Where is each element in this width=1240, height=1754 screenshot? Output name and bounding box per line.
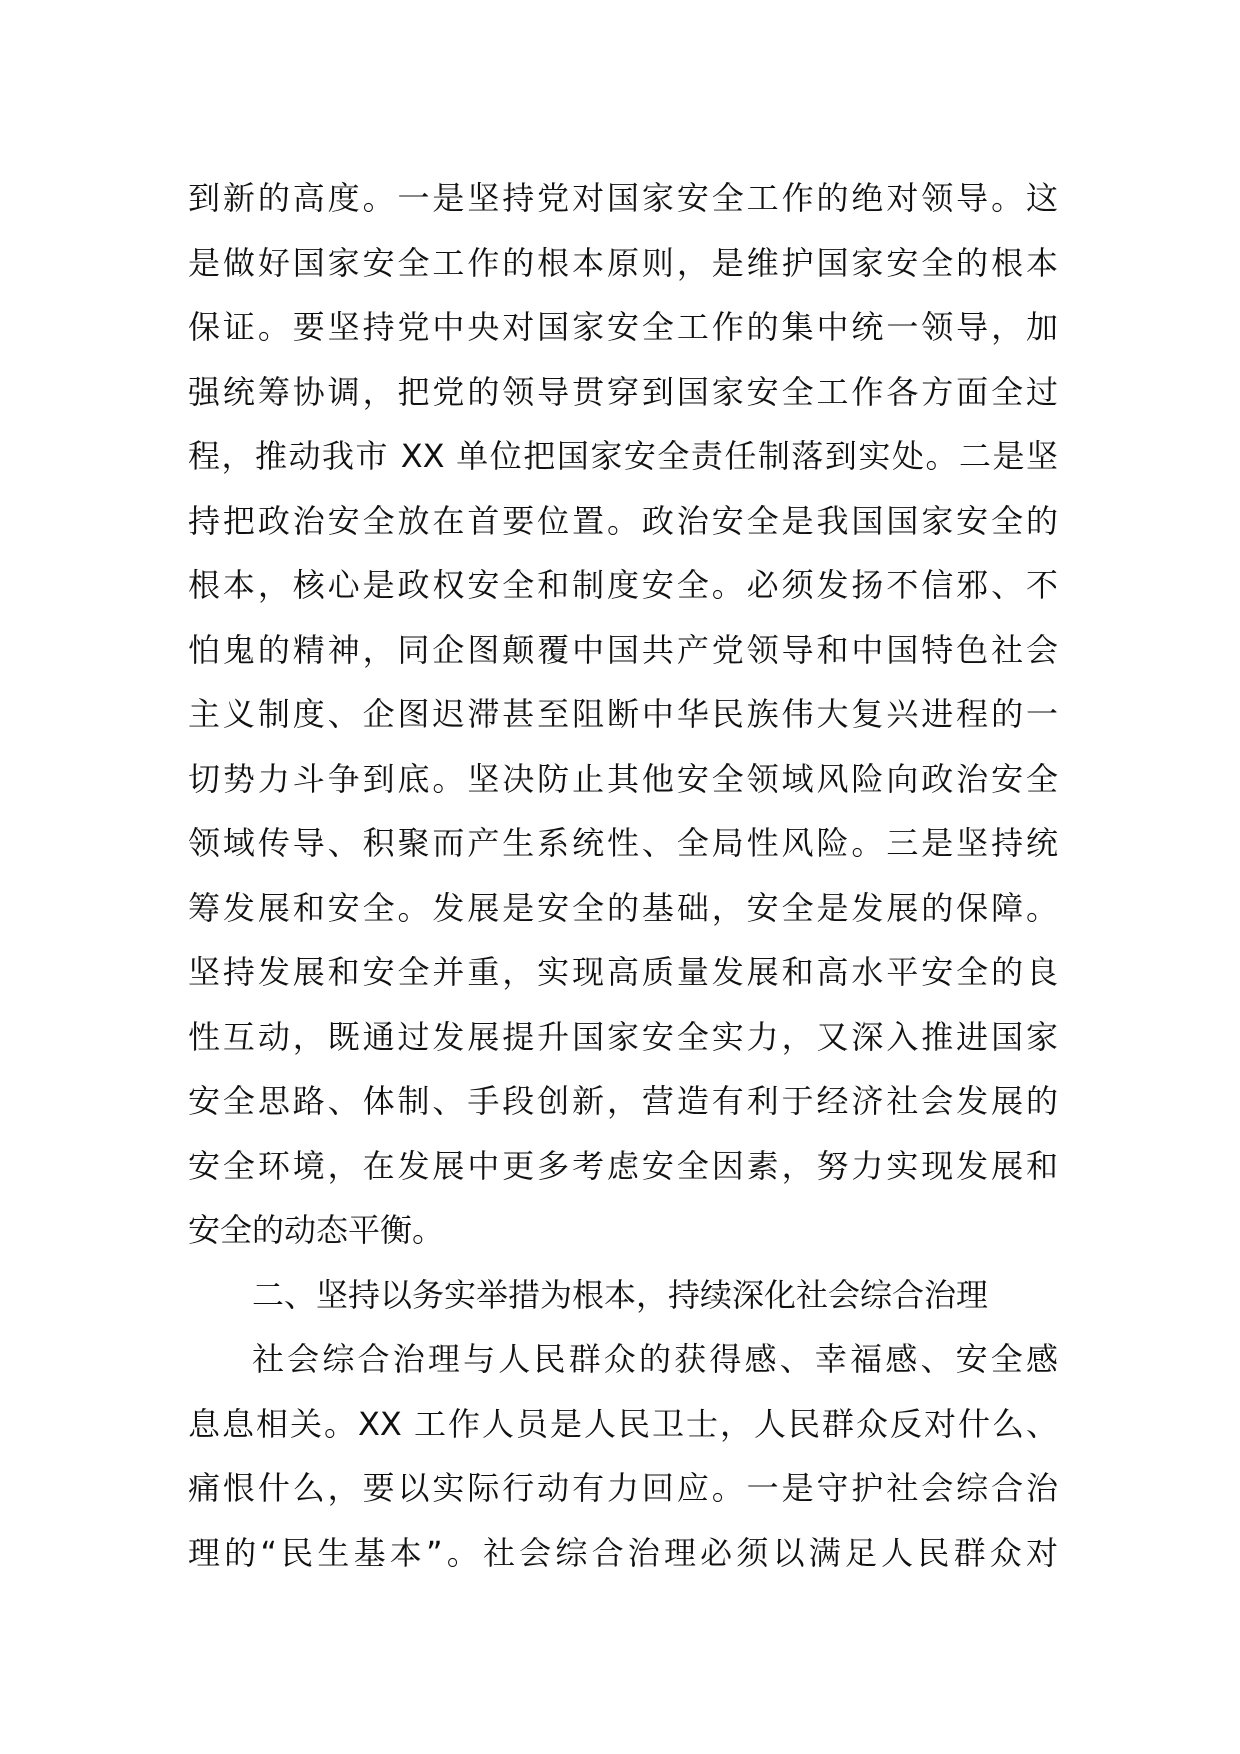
text-line: 筹发展和安全。发展是安全的基础，安全是发展的保障。 — [188, 888, 1058, 927]
section-heading: 二、坚持以务实举措为根本，持续深化社会综合治理 — [252, 1275, 989, 1314]
text-line: 持把政治安全放在首要位置。政治安全是我国国家安全的 — [188, 501, 1058, 540]
text-line: 保证。要坚持党中央对国家安全工作的集中统一领导，加 — [188, 308, 1058, 346]
text-line: 领域传导、积聚而产生系统性、全局性风险。三是坚持统 — [188, 824, 1058, 862]
text-line: 怕鬼的精神，同企图颠覆中国共产党领导和中国特色社会 — [188, 630, 1058, 669]
text-line: 主义制度、企图迟滞甚至阻断中华民族伟大复兴进程的一 — [188, 695, 1058, 733]
text-line: 安全的动态平衡。 — [188, 1211, 445, 1249]
text-line: 安全思路、体制、手段创新，营造有利于经济社会发展的 — [188, 1082, 1058, 1120]
text-line: 社会综合治理与人民群众的获得感、幸福感、安全感 — [252, 1340, 1058, 1378]
text-line: 切势力斗争到底。坚决防止其他安全领域风险向政治安全 — [188, 759, 1058, 798]
text-line: 坚持发展和安全并重，实现高质量发展和高水平安全的良 — [188, 953, 1058, 991]
text-line: 痛恨什么，要以实际行动有力回应。一是守护社会综合治 — [188, 1469, 1058, 1507]
text-line: 强统筹协调，把党的领导贯穿到国家安全工作各方面全过 — [188, 372, 1058, 411]
text-line: 安全环境，在发展中更多考虑安全因素，努力实现发展和 — [188, 1146, 1058, 1185]
body-text — [188, 166, 1058, 1585]
text-line: 到新的高度。一是坚持党对国家安全工作的绝对领导。这 — [188, 179, 1058, 217]
text-line: 息息相关。XX 工作人员是人民卫士，人民群众反对什么、 — [188, 1404, 1058, 1443]
text-line: 程，推动我市 XX 单位把国家安全责任制落到实处。二是坚 — [188, 437, 1058, 475]
text-line: 理的“民生基本”。社会综合治理必须以满足人民群众对 — [188, 1533, 1058, 1572]
text-line: 是做好国家安全工作的根本原则，是维护国家安全的根本 — [188, 243, 1058, 282]
text-line: 根本，核心是政权安全和制度安全。必须发扬不信邪、不 — [188, 566, 1058, 604]
text-line: 性互动，既通过发展提升国家安全实力，又深入推进国家 — [188, 1017, 1058, 1056]
